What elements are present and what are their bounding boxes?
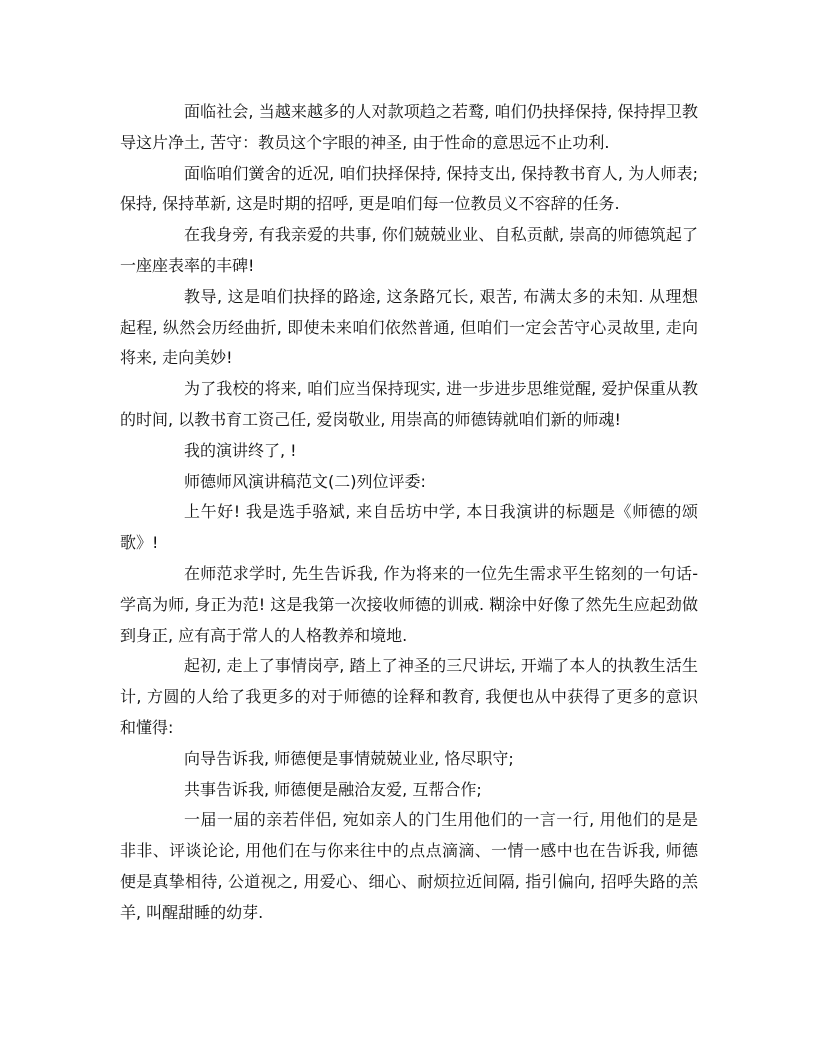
paragraph-6: 我的演讲终了, ! xyxy=(184,440,297,460)
section-heading: 师德师风演讲稿范文(二)列位评委: xyxy=(184,471,426,491)
paragraph-13: 一届一届的亲若伴侣, 宛如亲人的门生用他们的一言一行, 用他们的是是非非、评谈论论, 用他们在与你来往中的点点滴滴、一情一感中也在告诉我, 师德便是真挚相待, 公道视之, 用爱心、细心、耐烦拉近间隔, 指引偏向, 招呼失路的羔羊, 叫醒甜睡的幼芽. xyxy=(120,810,698,922)
document-body xyxy=(120,97,698,929)
paragraph-9: 在师范求学时, 先生告诉我, 作为将来的一位先生需求平生铭刻的一句话-学高为师, 身正为范! 这是我第一次接收师德的训戒. 糊涂中好像了然先生应起劲做到身正, 应有高于常人的人格教养和境地. xyxy=(120,563,698,645)
paragraph-4: 教导, 这是咱们抉择的路途, 这条路冗长, 艰苦, 布满太多的未知. 从理想起程, 纵然会历经曲折, 即使未来咱们依然普通, 但咱们一定会苦守心灵故里, 走向将来, 走向美妙! xyxy=(120,286,698,368)
paragraph-5: 为了我校的将来, 咱们应当保持现实, 进一步进步思维觉醒, 爱护保重从教的时间, 以教书育工资己任, 爱岗敬业, 用崇高的师德铸就咱们新的师魂! xyxy=(120,379,698,429)
paragraph-1: 面临社会, 当越来越多的人对款项趋之若鹜, 咱们仍抉择保持, 保持捍卫教导这片净土, 苦守：教员这个字眼的神圣, 由于性命的意思远不止功利. xyxy=(120,102,698,152)
paragraph-3: 在我身旁, 有我亲爱的共事, 你们兢兢业业、自私贡献, 崇高的师德筑起了一座座表率的丰碑! xyxy=(120,225,698,275)
paragraph-10: 起初, 走上了事情岗亭, 踏上了神圣的三尺讲坛, 开端了本人的执教生活生计, 方圆的人给了我更多的对于师德的诠释和教育, 我便也从中获得了更多的意识和懂得: xyxy=(120,656,698,737)
paragraph-11: 向导告诉我, 师德便是事情兢兢业业, 恪尽职守; xyxy=(184,748,514,768)
paragraph-12: 共事告诉我, 师德便是融洽友爱, 互帮合作; xyxy=(184,779,482,799)
paragraph-2: 面临咱们黉舍的近况, 咱们抉择保持, 保持支出, 保持教书育人, 为人师表; 保持, 保持革新, 这是时期的招呼, 更是咱们每一位教员义不容辞的任务. xyxy=(120,163,698,214)
paragraph-8: 上午好! 我是选手骆斌, 来自岳坊中学, 本日我演讲的标题是《师德的颂歌》! xyxy=(120,502,698,553)
